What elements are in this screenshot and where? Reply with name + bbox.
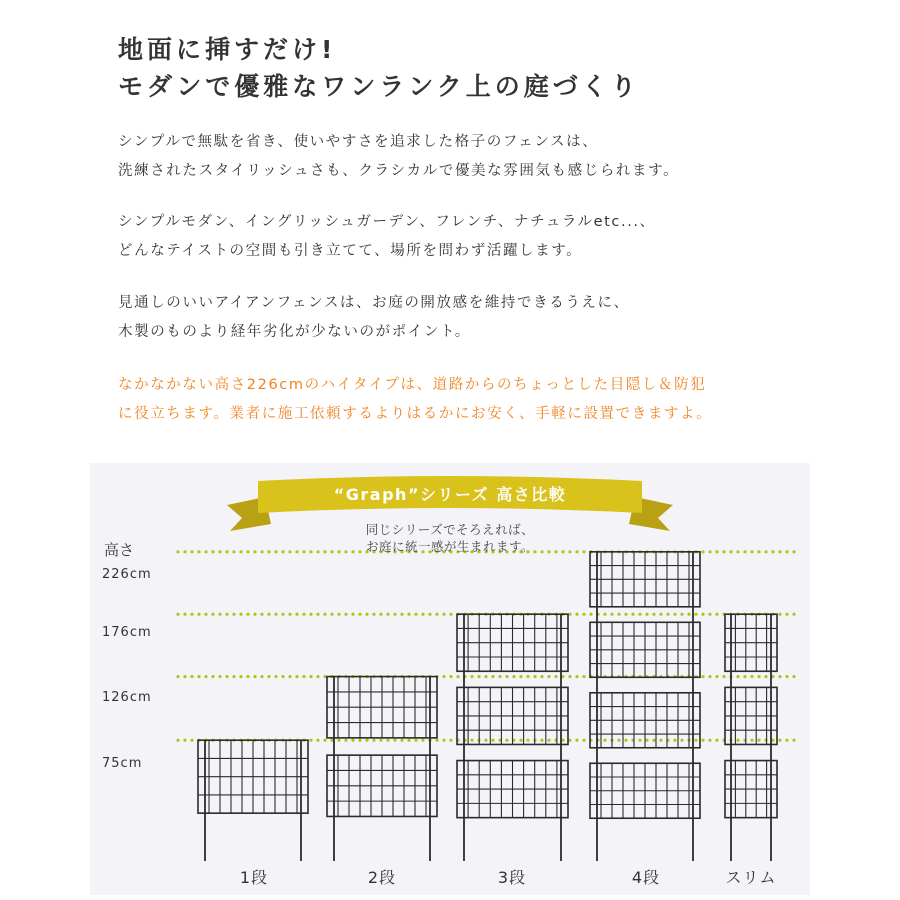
category-label-4dan: 4段 bbox=[631, 868, 661, 887]
paragraph-line: に役立ちます。業者に施工依頼するよりはるかにお安く、手軽に設置できますよ。 bbox=[118, 406, 713, 422]
headline-line-2: モダンで優雅なワンランク上の庭づくり bbox=[118, 72, 640, 101]
fence-tier bbox=[457, 687, 568, 744]
height-comparison-chart bbox=[90, 463, 810, 895]
fence-tier bbox=[327, 677, 437, 738]
fence-tier bbox=[590, 693, 700, 748]
paragraph-line: 見通しのいいアイアンフェンスは、お庭の開放感を維持できるうえに、 bbox=[118, 295, 630, 311]
headline-line-1: 地面に挿すだけ! bbox=[118, 35, 337, 64]
chart-subtitle-line-2: お庭に統一感が生まれます。 bbox=[365, 539, 534, 554]
paragraph-high-type bbox=[118, 371, 712, 429]
paragraph-line: なかなかない高さ226cmのハイタイプは、道路からのちょっとした目隠し＆防犯 bbox=[118, 377, 707, 393]
fence-tier bbox=[590, 622, 700, 677]
category-label-1dan: 1段 bbox=[239, 868, 269, 887]
fence-tier bbox=[457, 614, 568, 671]
fence-tier bbox=[725, 614, 777, 671]
y-tick-label-226: 226cm bbox=[102, 567, 152, 582]
y-axis-title: 高さ bbox=[104, 541, 135, 559]
category-label-2dan: 2段 bbox=[367, 868, 397, 887]
paragraph-line: シンプルで無駄を省き、使いやすさを追求した格子のフェンスは、 bbox=[118, 134, 599, 150]
fence-bar-3 bbox=[457, 614, 568, 861]
paragraph-durability bbox=[118, 289, 630, 347]
fence-tier bbox=[198, 740, 308, 813]
paragraph-line: どんなテイストの空間も引き立てて、場所を問わず活躍します。 bbox=[118, 243, 583, 259]
y-tick-label-75: 75cm bbox=[102, 756, 143, 771]
chart-subtitle-line-1: 同じシリーズでそろえれば、 bbox=[365, 522, 535, 537]
fence-bar-5 bbox=[725, 614, 777, 861]
fence-tier bbox=[725, 687, 777, 744]
y-tick-label-126: 126cm bbox=[102, 690, 152, 705]
fence-bar-1 bbox=[198, 740, 308, 861]
fence-bar-4 bbox=[590, 552, 700, 861]
chart-title: “Graph”シリーズ 高さ比較 bbox=[333, 485, 567, 504]
paragraph-line: 洗練されたスタイリッシュさも、クラシカルで優美な雰囲気も感じられます。 bbox=[118, 163, 680, 179]
paragraph-design bbox=[118, 128, 679, 186]
paragraph-line: 木製のものより経年劣化が少ないのがポイント。 bbox=[118, 324, 471, 340]
paragraph-style bbox=[118, 208, 656, 266]
fence-bar-2 bbox=[327, 677, 437, 861]
category-label-slim: スリム bbox=[725, 868, 777, 887]
fence-bars bbox=[198, 552, 777, 861]
fence-tier bbox=[590, 552, 700, 607]
fence-tier bbox=[327, 755, 437, 816]
fence-tier bbox=[725, 761, 777, 818]
fence-tier bbox=[590, 763, 700, 818]
paragraph-line: シンプルモダン、イングリッシュガーデン、フレンチ、ナチュラルetc...、 bbox=[118, 214, 656, 230]
dotted-gridlines bbox=[178, 552, 800, 740]
y-tick-label-176: 176cm bbox=[102, 625, 152, 640]
fence-tier bbox=[457, 761, 568, 818]
category-label-3dan: 3段 bbox=[497, 868, 527, 887]
